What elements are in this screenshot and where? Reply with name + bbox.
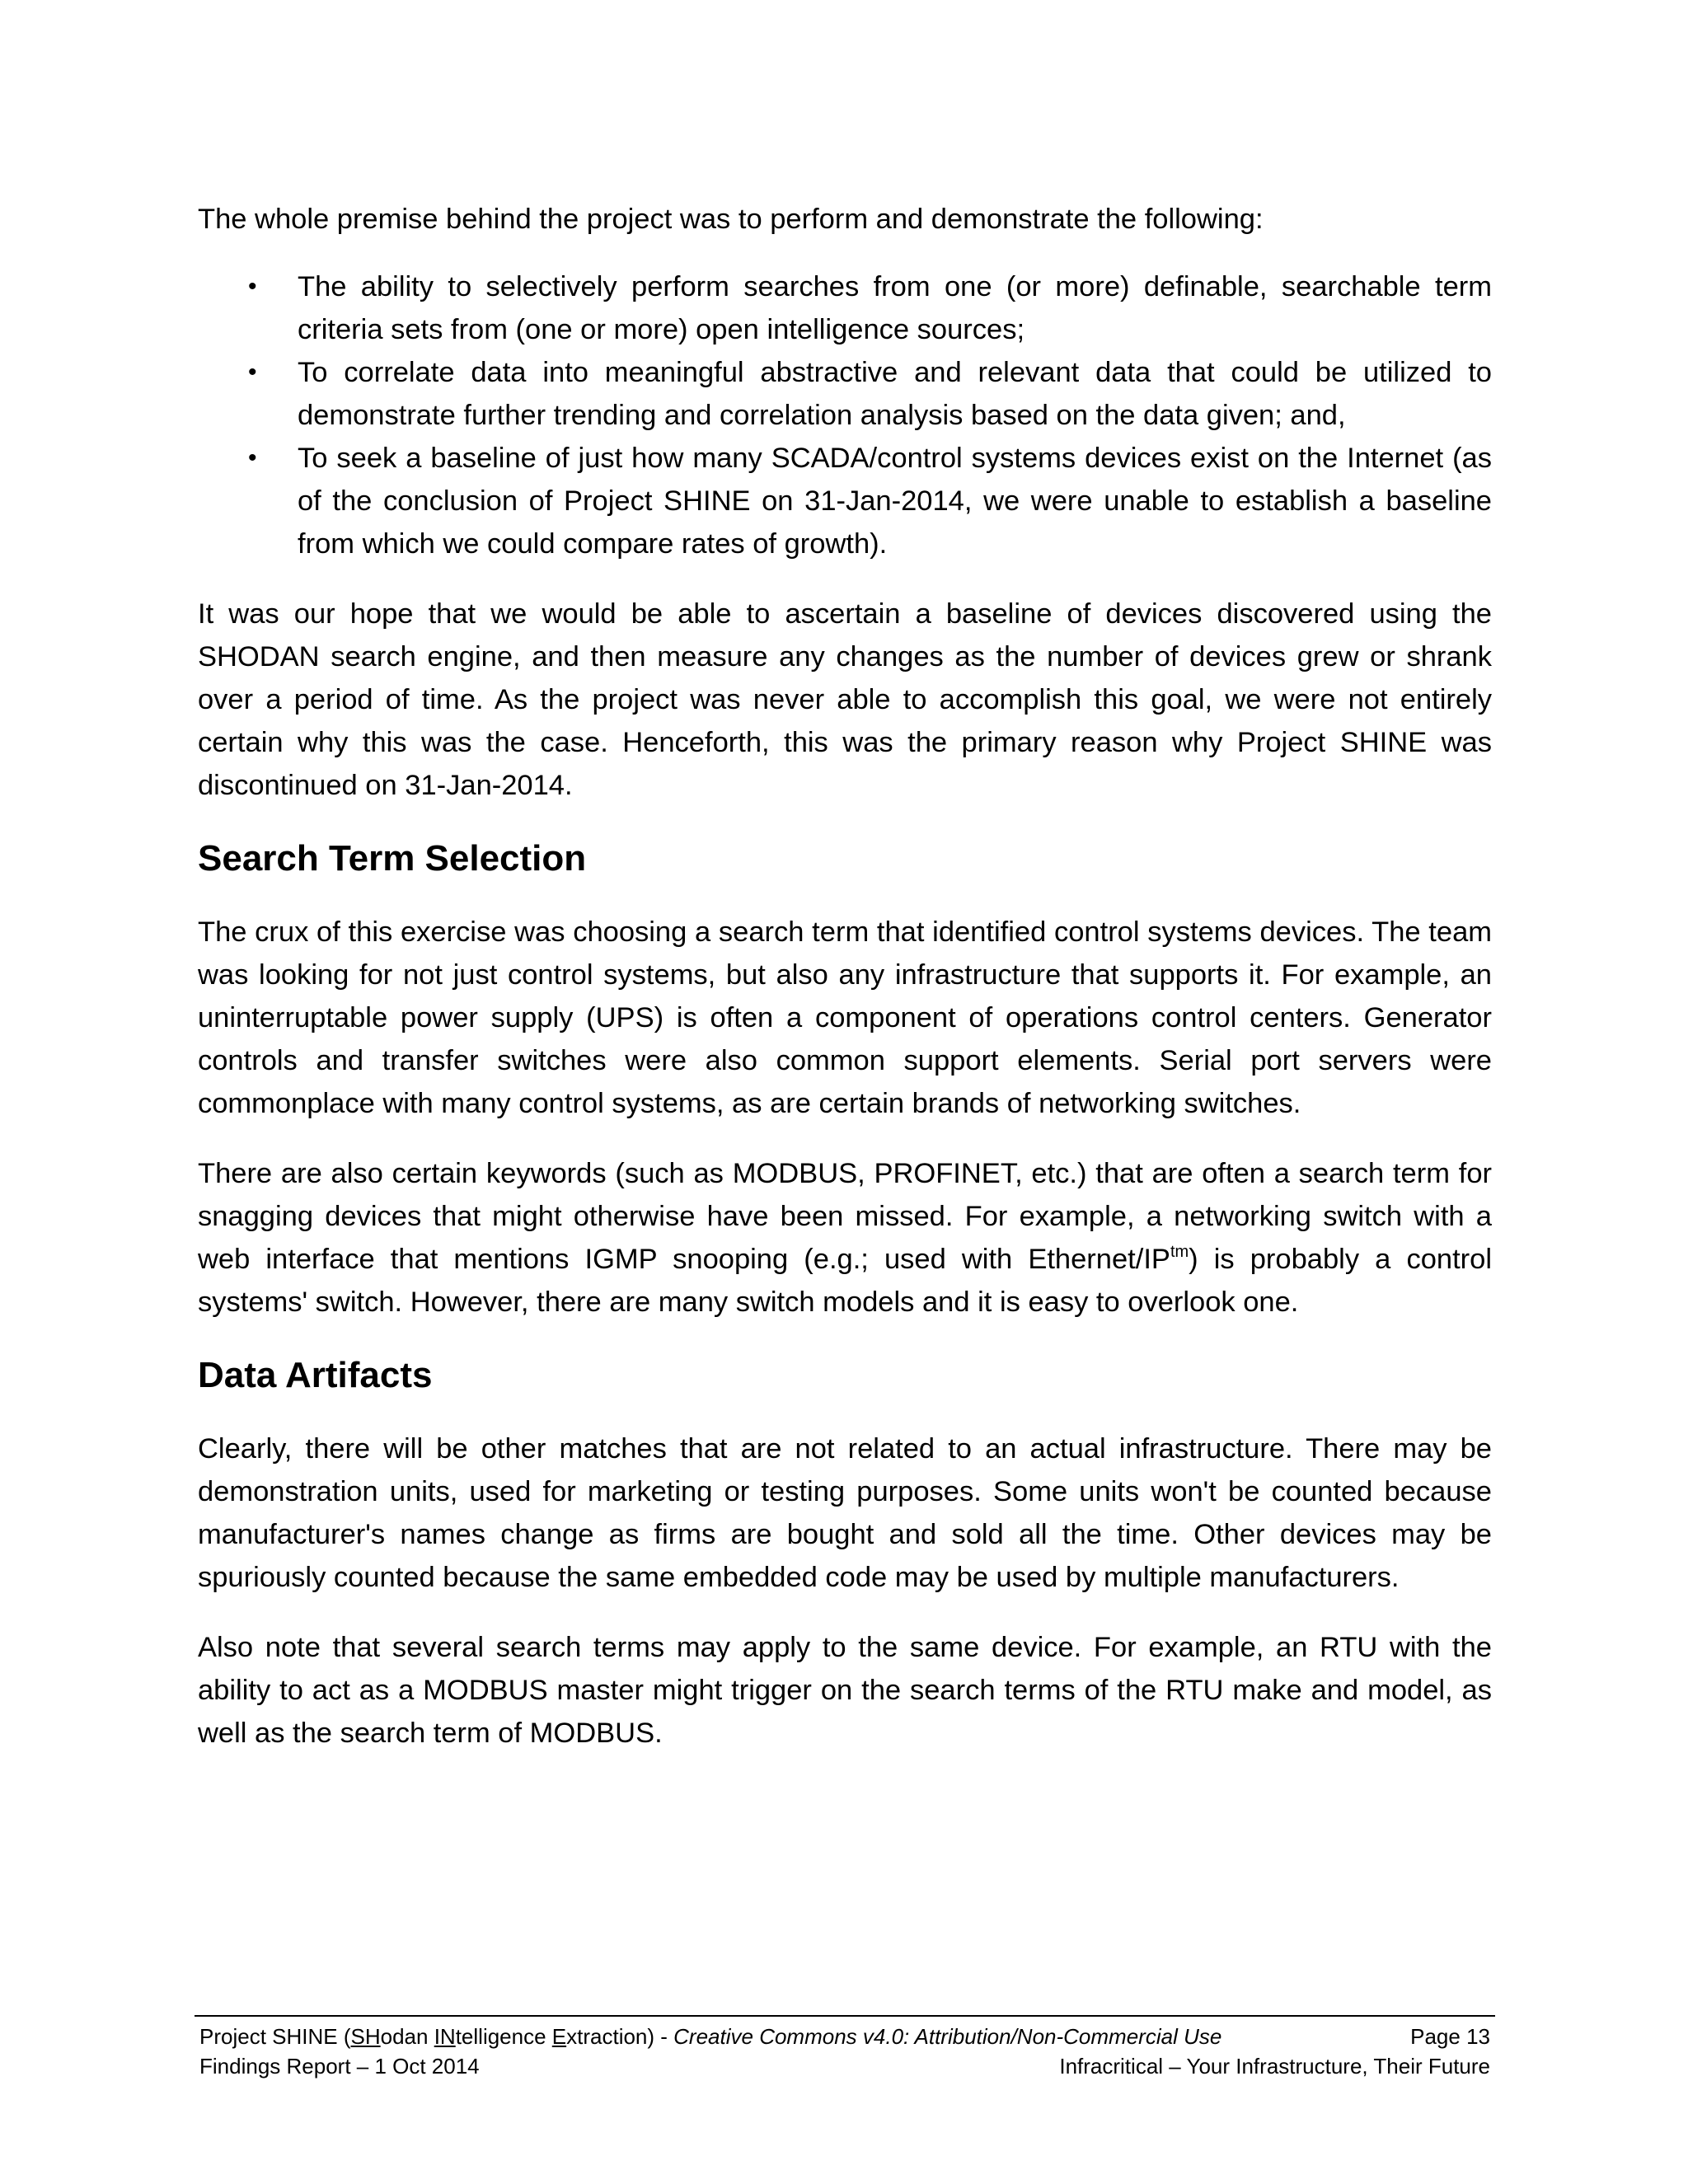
bullet-icon: • — [248, 273, 257, 300]
page-footer — [195, 2015, 1495, 2081]
hope-paragraph: It was our hope that we would be able to ascertain a baseline of devices discovered using the SHODAN search engine, and then measure any changes as the number of devices grew or shrank over a period of time. As the project was never able to accomplish this goal, we were not entirely certain why this was the case. Henceforth, this was the primary reason why Project SHINE was discontinued on 31-Jan-2014. — [198, 598, 1492, 801]
list-item-text: To seek a baseline of just how many SCADA/control systems devices exist on the Internet (as of the conclusion of Project SHINE on 31-Jan-2014, we were unable to establish a baseline from which we could compare rates of growth). — [298, 443, 1492, 560]
document-body — [198, 198, 1492, 1782]
section-heading-data-artifacts: Data Artifacts — [198, 1355, 433, 1395]
search-term-paragraph-2 — [198, 1152, 1492, 1324]
footer-project-title: Project SHINE (SHodan INtelligence Extraction) - Creative Commons v4.0: Attribution/Non-Commercial Use — [199, 2024, 1222, 2049]
footer-row-2 — [195, 2051, 1495, 2081]
data-artifacts-paragraph-1: Clearly, there will be other matches that are not related to an actual infrastructure. There may be demonstration units, used for marketing or testing purposes. Some units won't be counted because manufacturer's names change as firms are bought and sold all the time. Other devices may be spuriously counted because the same embedded code may be used by multiple manufacturers. — [198, 1433, 1492, 1593]
trademark-superscript: tm — [1170, 1243, 1189, 1261]
footer-page-number: Page 13 — [1410, 2024, 1490, 2049]
list-item — [248, 437, 1492, 565]
footer-tagline: Infracritical – Your Infrastructure, Their Future — [1059, 2054, 1490, 2079]
premise-list — [198, 265, 1492, 565]
list-item-text: The ability to selectively perform searches from one (or more) definable, searchable term criteria sets from (one or more) open intelligence sources; — [298, 271, 1492, 345]
intro-paragraph: The whole premise behind the project was to perform and demonstrate the following: — [198, 204, 1264, 235]
footer-report-date: Findings Report – 1 Oct 2014 — [199, 2054, 480, 2079]
bullet-icon: • — [248, 359, 257, 386]
bullet-icon: • — [248, 444, 257, 471]
search-term-paragraph-1: The crux of this exercise was choosing a search term that identified control systems devices. The team was looking for not just control systems, but also any infrastructure that supports it. For example, an uninterruptable power supply (UPS) is often a component of operations control centers. Generator controls and transfer switches were also common support elements. Serial port servers were commonplace with many control systems, as are certain brands of networking switches. — [198, 916, 1492, 1119]
footer-license: Creative Commons v4.0: Attribution/Non-Commercial Use — [673, 2024, 1222, 2049]
list-item — [248, 265, 1492, 351]
section-heading-search-term-selection: Search Term Selection — [198, 838, 587, 879]
data-artifacts-paragraph-2: Also note that several search terms may apply to the same device. For example, an RTU with the ability to act as a MODBUS master might trigger on the search terms of the RTU make and model, as well as the search term of MODBUS. — [198, 1632, 1492, 1749]
paragraph-text: There are also certain keywords (such as MODBUS, PROFINET, etc.) that are often a search term for snagging devices that might otherwise have been missed. For example, a networking switch with a web interface that mentions IGMP snooping (e.g.; used with Ethernet/IP — [198, 1158, 1492, 1275]
paragraph-text: ) is probably a control systems' switch. However, there are many switch models and it is easy to overlook one. — [198, 1244, 1492, 1318]
footer-row-1 — [195, 2022, 1495, 2051]
list-item-text: To correlate data into meaningful abstractive and relevant data that could be utilized to demonstrate further trending and correlation analysis based on the data given; and, — [298, 357, 1492, 431]
list-item — [248, 351, 1492, 437]
